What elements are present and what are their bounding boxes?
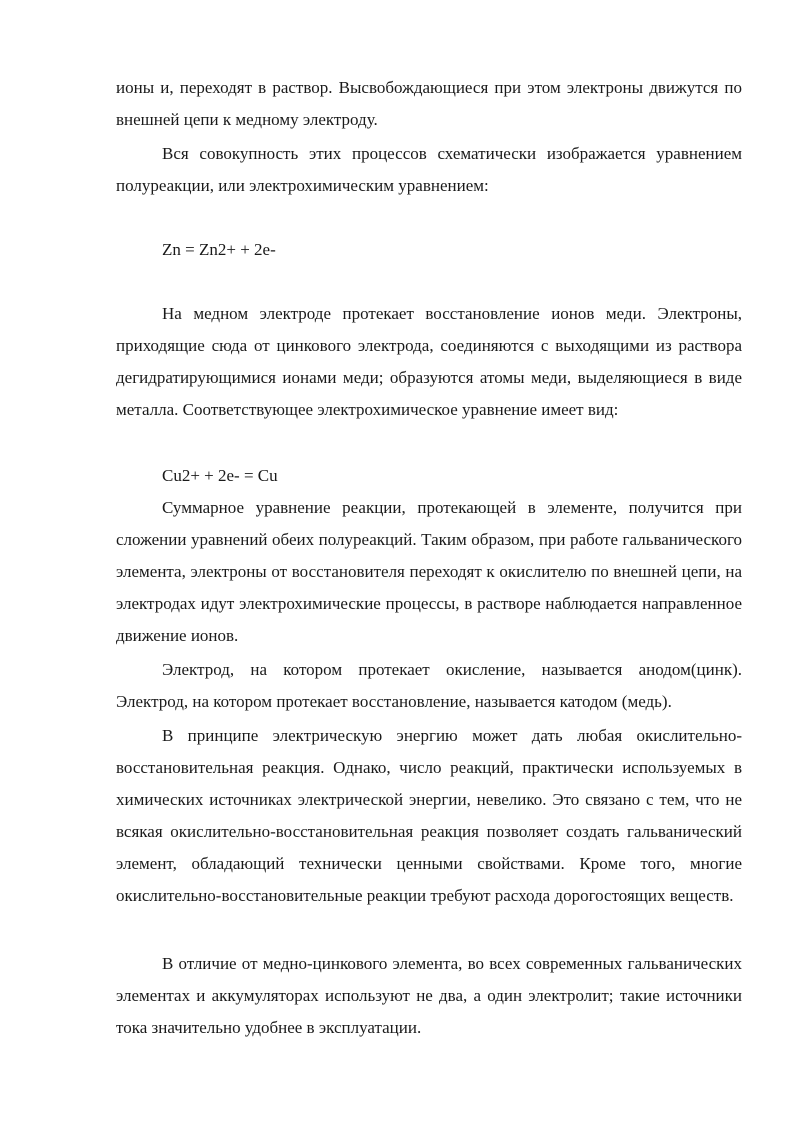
paragraph-copper-electrode	[116, 298, 742, 426]
paragraph-text: Вся совокупность этих процессов схематически изображается уравнением полуреакции, или электрохимическим уравнением:	[116, 144, 742, 195]
equation-text: Zn = Zn2+ + 2e-	[162, 240, 276, 259]
equation-copper	[116, 460, 742, 492]
paragraph-text: В отличие от медно-цинкового элемента, во всех современных гальванических элементах и аккумуляторах используют не два, а один электролит; такие источники тока значительно удобнее в эксплуатации.	[116, 954, 742, 1037]
paragraph-text: В принципе электрическую энергию может дать любая окислительно-восстановительная реакция. Однако, число реакций, практически используемых в химических источниках электрической энергии, невелико. Это связано с тем, что не всякая окислительно-восстановительная реакция позволяет создать гальванический элемент, обладающий технически ценными свойствами. Кроме того, многие окислительно-восстановительные реакции требуют расхода дорогостоящих веществ.	[116, 726, 742, 905]
paragraph-anode-cathode	[116, 654, 742, 718]
paragraph-text: ионы и, переходят в раствор. Высвобождающиеся при этом электроны движутся по внешней цепи к медному электроду.	[116, 78, 742, 129]
equation-zinc	[116, 234, 742, 266]
paragraph-text: Электрод, на котором протекает окисление, называется анодом(цинк). Электрод, на котором протекает восстановление, называется катодом (медь).	[116, 660, 742, 711]
paragraph-text: Суммарное уравнение реакции, протекающей в элементе, получится при сложении уравнений обеих полуреакций. Таким образом, при работе гальванического элемента, электроны от восстановителя переходят к окислителю по внешней цепи, на электродах идут электрохимические процессы, в растворе наблюдается направленное движение ионов.	[116, 498, 742, 645]
paragraph-text: На медном электроде протекает восстановление ионов меди. Электроны, приходящие сюда от цинкового электрода, соединяются с выходящими из раствора дегидратирующимися ионами меди; образуются атомы меди, выделяющиеся в виде металла. Соответствующее электрохимическое уравнение имеет вид:	[116, 304, 742, 419]
paragraph-summary-reaction	[116, 492, 742, 652]
paragraph-intro-equation	[116, 138, 742, 202]
paragraph-continuation	[116, 72, 742, 136]
paragraph-redox-energy	[116, 720, 742, 912]
equation-text: Cu2+ + 2e- = Cu	[162, 466, 278, 485]
paragraph-modern-cells	[116, 948, 742, 1044]
